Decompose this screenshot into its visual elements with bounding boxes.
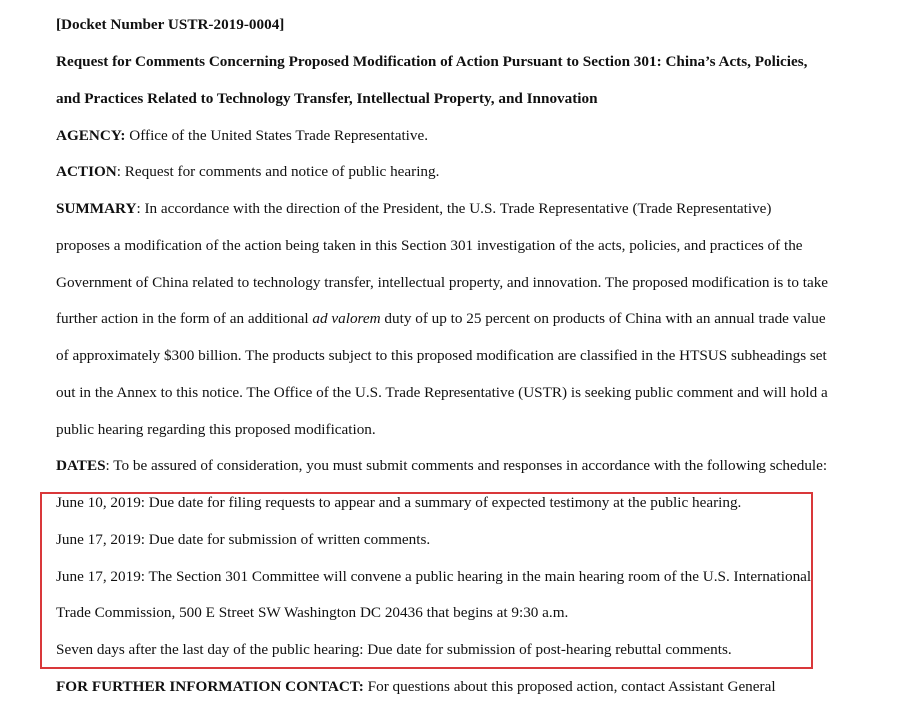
schedule-item: June 10, 2019: Due date for filing requests to appear and a summary of expected testimony at the public hearing. [56,494,742,511]
summary-line-2: proposes a modification of the action being taken in this Section 301 investigation of the acts, policies, and practices of the [56,237,803,254]
summary-text-4-italic: ad valorem [312,310,381,327]
docket-number: [Docket Number USTR-2019-0004] [56,16,285,33]
dates-text: : To be assured of consideration, you must submit comments and responses in accordance with the following schedule: [105,457,828,474]
action-text: : Request for comments and notice of public hearing. [116,163,440,180]
summary-line-5: of approximately $300 billion. The products subject to this proposed modification are classified in the HTSUS subheadings set [56,347,827,364]
dates-label: DATES [56,457,106,474]
summary-text-1: : In accordance with the direction of the President, the U.S. Trade Representative (Trade Representative) [136,200,772,217]
action-paragraph [56,162,439,182]
summary-line-3: Government of China related to technology transfer, intellectual property, and innovation. The proposed modification is to take [56,274,829,291]
document-title-line-2: and Practices Related to Technology Transfer, Intellectual Property, and Innovation [56,90,598,107]
summary-line-1 [56,199,771,219]
summary-line-4 [56,309,826,329]
summary-label: SUMMARY [56,200,137,217]
summary-text-4b: duty of up to 25 percent on products of China with an annual trade value [380,310,826,327]
schedule-item: June 17, 2019: Due date for submission of written comments. [56,531,431,548]
action-label: ACTION [56,163,117,180]
summary-text-4a: further action in the form of an additional [56,310,313,327]
dates-paragraph [56,456,827,476]
summary-line-7: public hearing regarding this proposed modification. [56,421,376,438]
contact-paragraph [56,677,776,697]
agency-text: Office of the United States Trade Representative. [125,127,429,144]
schedule-item: Trade Commission, 500 E Street SW Washington DC 20436 that begins at 9:30 a.m. [56,604,569,621]
contact-text: For questions about this proposed action, contact Assistant General [363,678,776,695]
schedule-item: Seven days after the last day of the public hearing: Due date for submission of post-hearing rebuttal comments. [56,641,732,658]
summary-line-6: out in the Annex to this notice. The Office of the U.S. Trade Representative (USTR) is seeking public comment and will hold a [56,384,828,401]
schedule-item: June 17, 2019: The Section 301 Committee will convene a public hearing in the main hearing room of the U.S. International [56,568,812,585]
document-title-line-1: Request for Comments Concerning Proposed Modification of Action Pursuant to Section 301: China’s Acts, Policies, [56,53,808,70]
agency-label: AGENCY: [56,127,126,144]
contact-label: FOR FURTHER INFORMATION CONTACT: [56,678,364,695]
agency-paragraph [56,126,428,146]
